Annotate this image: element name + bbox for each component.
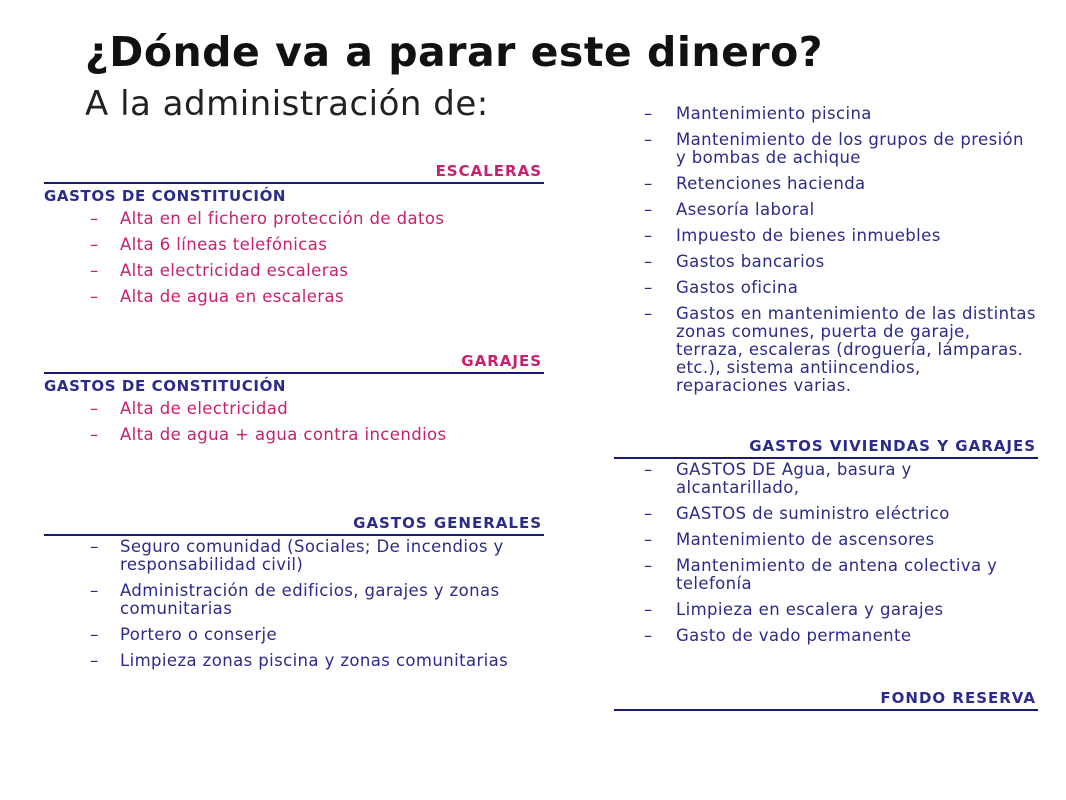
bullet-dash: – bbox=[644, 626, 653, 645]
list-item: – Mantenimiento de los grupos de presión y bombas de achique bbox=[644, 130, 1024, 167]
bullet-dash: – bbox=[90, 425, 99, 444]
fondo-reserva-heading: FONDO RESERVA bbox=[614, 687, 1038, 711]
list-item: – Gastos en mantenimiento de las distintas zonas comunes, puerta de garaje, terraza, escaleras (droguería, lámparas. etc.), sistema antiincendios, reparaciones varias. bbox=[644, 304, 1036, 395]
list-item: – Alta en el fichero protección de datos bbox=[90, 209, 445, 228]
bullet-dash: – bbox=[644, 530, 653, 549]
viviendas-garajes-heading: GASTOS VIVIENDAS Y GARAJES bbox=[614, 435, 1038, 459]
right-column bbox=[614, 105, 1038, 713]
list-item: – Limpieza en escalera y garajes bbox=[644, 600, 944, 619]
list-item: – Seguro comunidad (Sociales; De incendios y responsabilidad civil) bbox=[90, 537, 504, 574]
escaleras-heading: ESCALERAS bbox=[44, 160, 544, 184]
escaleras-subheading: GASTOS DE CONSTITUCIÓN bbox=[44, 187, 287, 205]
page-title: ¿Dónde va a parar este dinero? bbox=[85, 28, 824, 76]
bullet-dash: – bbox=[644, 304, 653, 323]
bullet-dash: – bbox=[90, 235, 99, 254]
bullet-dash: – bbox=[90, 209, 99, 228]
bullet-dash: – bbox=[644, 174, 653, 193]
list-item: – Alta electricidad escaleras bbox=[90, 261, 349, 280]
bullet-dash: – bbox=[644, 460, 653, 479]
list-item: – Limpieza zonas piscina y zonas comunitarias bbox=[90, 651, 509, 670]
list-item: – Asesoría laboral bbox=[644, 200, 815, 219]
list-item: – Mantenimiento de antena colectiva y telefonía bbox=[644, 556, 998, 593]
bullet-dash: – bbox=[90, 537, 99, 556]
list-item: – Mantenimiento piscina bbox=[644, 104, 872, 123]
general-expenses-list bbox=[614, 105, 1038, 395]
garajes-list bbox=[44, 400, 544, 444]
gastos-generales-list bbox=[44, 538, 544, 670]
bullet-dash: – bbox=[644, 130, 653, 149]
bullet-dash: – bbox=[644, 278, 653, 297]
list-item: – Alta 6 líneas telefónicas bbox=[90, 235, 328, 254]
gastos-generales-heading: GASTOS GENERALES bbox=[44, 512, 544, 536]
list-item: – Mantenimiento de ascensores bbox=[644, 530, 935, 549]
escaleras-list bbox=[44, 210, 544, 306]
bullet-dash: – bbox=[644, 252, 653, 271]
left-column bbox=[44, 160, 544, 678]
list-item: – Gastos bancarios bbox=[644, 252, 825, 271]
list-item: – Administración de edificios, garajes y zonas comunitarias bbox=[90, 581, 500, 618]
list-item: – Alta de agua en escaleras bbox=[90, 287, 344, 306]
bullet-dash: – bbox=[644, 226, 653, 245]
list-item: – Portero o conserje bbox=[90, 625, 278, 644]
bullet-dash: – bbox=[644, 600, 653, 619]
list-item: – Retenciones hacienda bbox=[644, 174, 866, 193]
list-item: – GASTOS de suministro eléctrico bbox=[644, 504, 950, 523]
list-item: – Gasto de vado permanente bbox=[644, 626, 912, 645]
page-subtitle: A la administración de: bbox=[85, 84, 489, 124]
bullet-dash: – bbox=[644, 504, 653, 523]
bullet-dash: – bbox=[644, 200, 653, 219]
bullet-dash: – bbox=[644, 556, 653, 575]
list-item: – Alta de electricidad bbox=[90, 399, 289, 418]
bullet-dash: – bbox=[644, 104, 653, 123]
bullet-dash: – bbox=[90, 651, 99, 670]
list-item: – Gastos oficina bbox=[644, 278, 799, 297]
garajes-subheading: GASTOS DE CONSTITUCIÓN bbox=[44, 377, 287, 395]
list-item: – Alta de agua + agua contra incendios bbox=[90, 425, 447, 444]
bullet-dash: – bbox=[90, 399, 99, 418]
bullet-dash: – bbox=[90, 287, 99, 306]
list-item: – Impuesto de bienes inmuebles bbox=[644, 226, 941, 245]
garajes-heading: GARAJES bbox=[44, 350, 544, 374]
viviendas-garajes-list bbox=[614, 461, 1038, 645]
bullet-dash: – bbox=[90, 581, 99, 600]
list-item: – GASTOS DE Agua, basura y alcantarillado, bbox=[644, 460, 912, 497]
bullet-dash: – bbox=[90, 625, 99, 644]
bullet-dash: – bbox=[90, 261, 99, 280]
